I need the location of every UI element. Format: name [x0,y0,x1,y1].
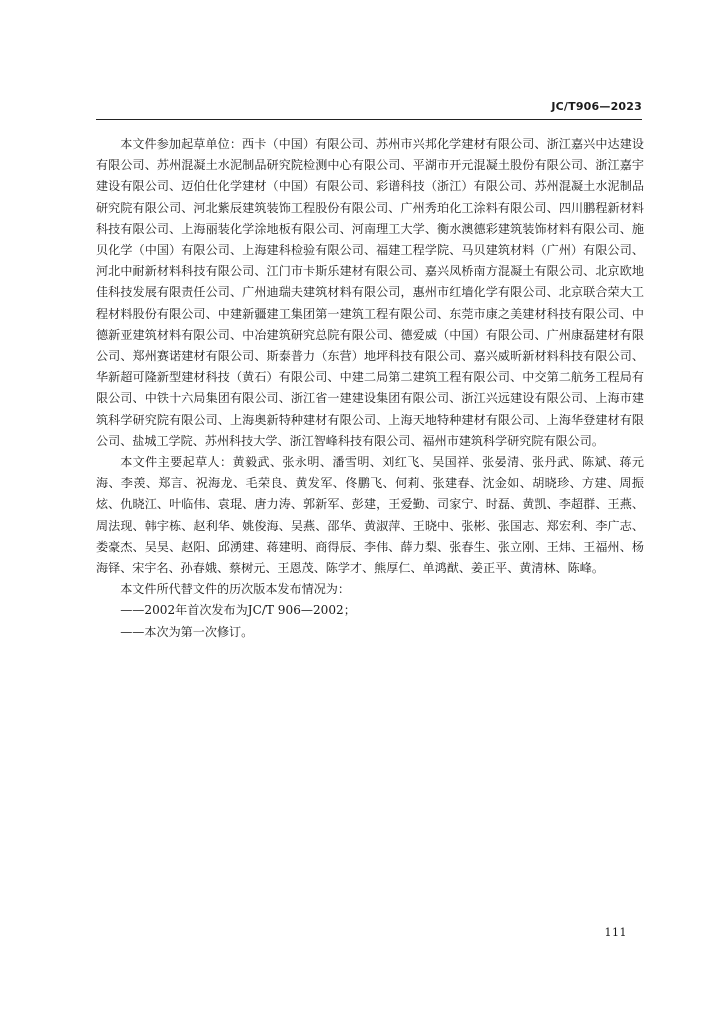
main-drafters-paragraph: 本文件主要起草人：黄毅武、张永明、潘雪明、刘红飞、吴国祥、张晏清、张丹武、陈斌、蒋元海、李羡、郑言、祝海龙、毛荣良、黄发军、佟鹏飞、何莉、张建春、沈金如、胡晓珍、方建、周振炫、仇晓江、叶临伟、袁琨、唐力涛、郭新军、彭建，王爱勤、司家宁、时磊、黄凯、李超群、王燕、周法现、韩宇栋、赵利华、姚俊海、吴燕、邵华、黄淑萍、王晓中、张彬、张国志、郑宏利、李广志、娄豪杰、吴昊、赵阳、邱湧建、蒋建明、商得辰、李伟、薛力梨、张春生、张立刚、王炜、王福州、杨海铎、宋宇名、孙春娥、蔡树元、王恩茂、陈学才、熊厚仁、单鸿猷、姜正平、黄清林、陈峰。 [96,455,644,576]
history-item: ——2002年首次发布为JC/T 906—2002； [120,603,356,618]
history-intro: 本文件所代替文件的历次版本发布情况为： [120,582,350,597]
page-number: 111 [604,926,627,939]
document-body [96,134,644,643]
history-item: ——本次为第一次修订。 [120,624,254,639]
header-rule [96,119,642,120]
drafting-units-paragraph: 本文件参加起草单位：西卡（中国）有限公司、苏州市兴邦化学建材有限公司、浙江嘉兴中达建设有限公司、苏州混凝土水泥制品研究院检测中心有限公司、平湖市开元混凝土股份有限公司、浙江嘉宇建设有限公司、迈伯仕化学建材（中国）有限公司、彩谱科技（浙江）有限公司、苏州混凝土水泥制品研究院有限公司、河北紫辰建筑装饰工程股份有限公司、广州秀珀化工涂料有限公司、四川鹏程新材料科技有限公司、上海丽装化学涂地板有限公司、河南理工大学、衡水澳德彩建筑装饰材料有限公司、施贝化学（中国）有限公司、上海建科检验有限公司、福建工程学院、马贝建筑材料（广州）有限公司、河北中耐新材料科技有限公司、江门市卡斯乐建材有限公司、嘉兴凤桥南方混凝土有限公司、北京欧地佳科技发展有限责任公司、广州迪瑞夫建筑材料有限公司，惠州市红墙化学有限公司、北京联合荣大工程材料股份有限公司、中建新疆建工集团第一建筑工程有限公司、东莞市康之美建材科技有限公司、中德新亚建筑材料有限公司、中冶建筑研究总院有限公司、德爱威（中国）有限公司、广州康磊建材有限公司、郑州赛诺建材有限公司、斯泰普力（东营）地坪科技有限公司、嘉兴威昕新材料科技有限公司、华新超可隆新型建材科技（黄石）有限公司、中建二局第二建筑工程有限公司、中交第二航务工程局有限公司、中铁十六局集团有限公司、浙江省一建建设集团有限公司、浙江兴远建设有限公司、上海市建筑科学研究院有限公司、上海奥新特种建材有限公司、上海天地特种建材有限公司、上海华登建材有限公司、盐城工学院、苏州科技大学、浙江智峰科技有限公司、福州市建筑科学研究院有限公司。 [96,137,644,448]
standard-code: JC/T906—2023 [551,100,642,113]
